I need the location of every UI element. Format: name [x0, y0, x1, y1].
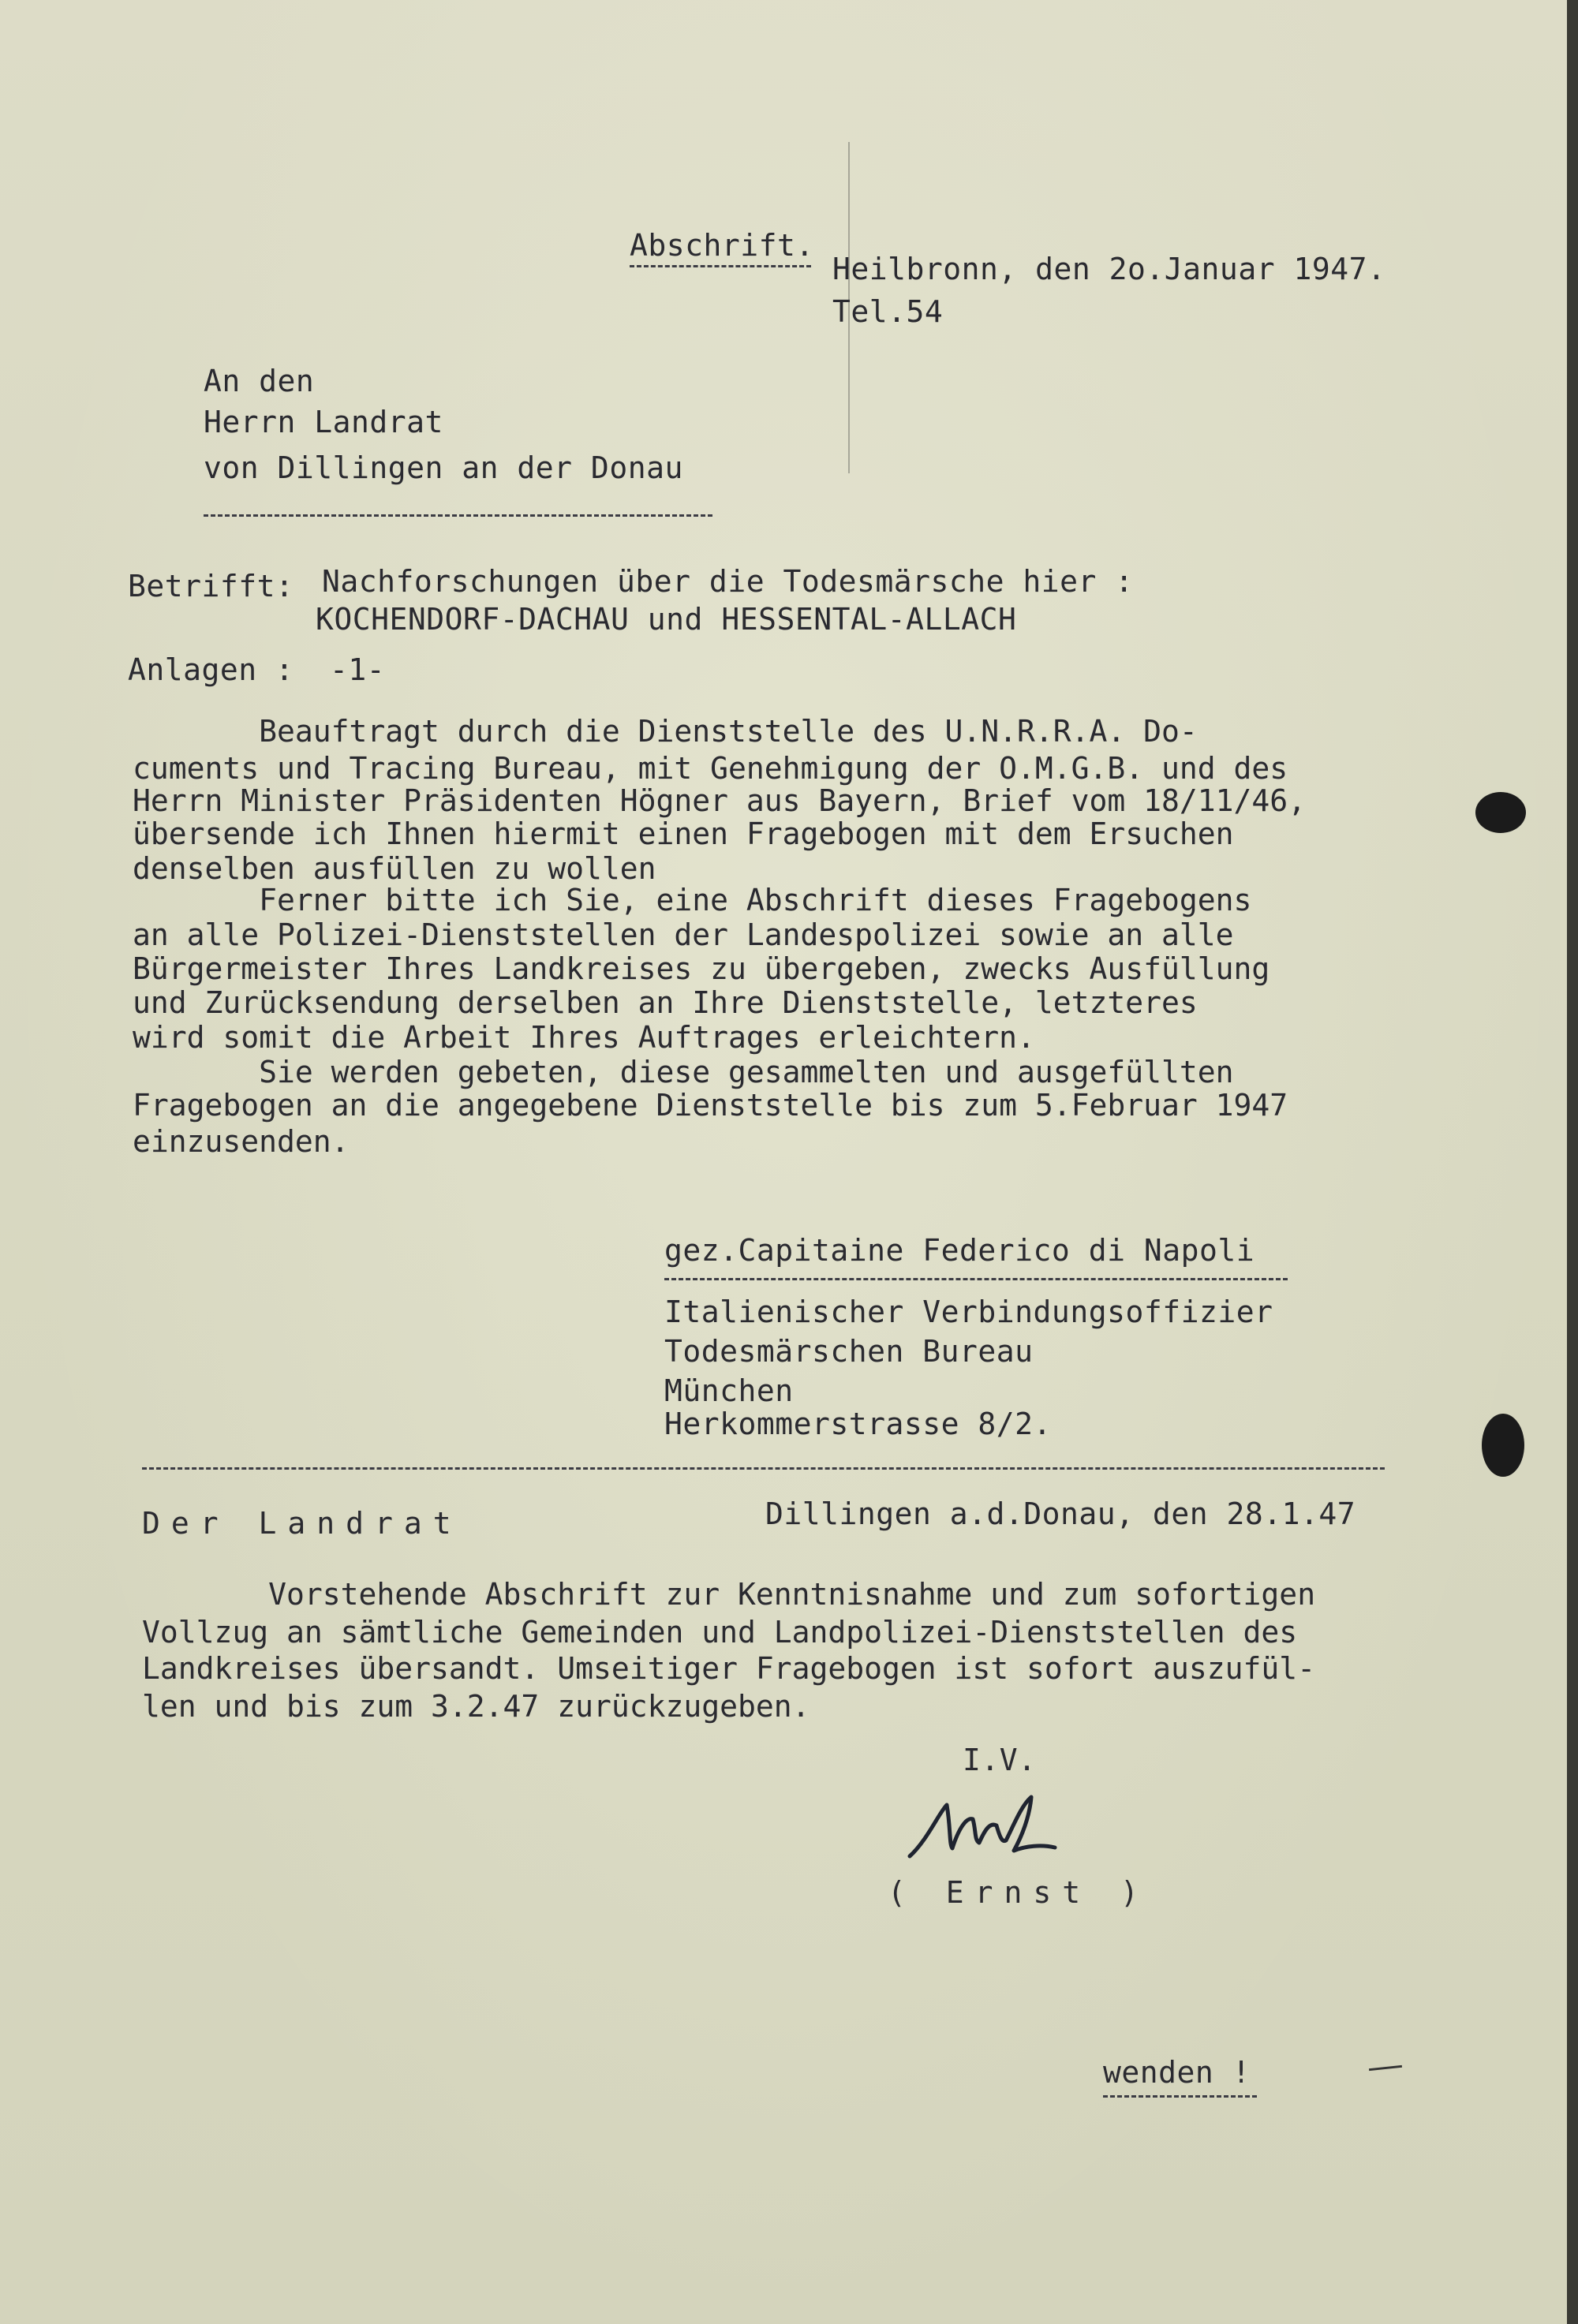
body-line-8: Bürgermeister Ihres Landkreises zu übergeben, zwecks Ausfüllung: [133, 951, 1270, 986]
body-line-9: und Zurücksendung derselben an Ihre Dienststelle, letzteres: [133, 985, 1198, 1020]
signer-name: ( Ernst ): [888, 1875, 1150, 1910]
landrat-line-1: Vorstehende Abschrift zur Kenntnisnahme und zum sofortigen: [142, 1577, 1316, 1612]
body-line-6: Ferner bitte ich Sie, eine Abschrift dieses Fragebogens: [133, 883, 1252, 917]
body-line-5: denselben ausfüllen zu wollen: [133, 851, 656, 886]
copy-underline: [630, 265, 811, 267]
body-line-4: übersende ich Ihnen hiermit einen Fragebogen mit dem Ersuchen: [133, 816, 1234, 851]
body-line-2: cuments und Tracing Bureau, mit Genehmigung der O.M.G.B. und des: [133, 751, 1288, 786]
subject-line-2: KOCHENDORF-DACHAU und HESSENTAL-ALLACH: [316, 602, 1017, 637]
iv-label: I.V.: [963, 1743, 1037, 1777]
landrat-place-date: Dillingen a.d.Donau, den 28.1.47: [765, 1496, 1356, 1531]
body-line-3: Herrn Minister Präsidenten Högner aus Bayern, Brief vom 18/11/46,: [133, 783, 1307, 818]
officer-street: Herkommerstrasse 8/2.: [664, 1407, 1052, 1441]
body-line-7: an alle Polizei-Dienststellen der Landespolizei sowie an alle: [133, 917, 1234, 952]
attachments-label: Anlagen :: [128, 652, 294, 687]
recipient-line-1: An den: [204, 364, 315, 398]
place-date: Heilbronn, den 2o.Januar 1947.: [832, 252, 1386, 286]
recipient-line-3: von Dillingen an der Donau: [204, 450, 683, 485]
body-line-13: einzusenden.: [133, 1124, 350, 1159]
attachments-value: -1-: [330, 652, 386, 687]
turn-underline: [1103, 2095, 1257, 2098]
telephone: Tel.54: [832, 294, 944, 329]
signed-by: gez.Capitaine Federico di Napoli: [664, 1233, 1255, 1268]
body-line-10: wird somit die Arbeit Ihres Auftrages erleichtern.: [133, 1020, 1035, 1055]
landrat-line-3: Landkreises übersandt. Umseitiger Fragebogen ist sofort auszufül-: [142, 1651, 1316, 1686]
landrat-line-4: len und bis zum 3.2.47 zurückzugeben.: [142, 1689, 810, 1724]
landrat-line-2: Vollzug an sämtliche Gemeinden und Landpolizei-Dienststellen des: [142, 1615, 1298, 1650]
landrat-heading: Der Landrat: [142, 1506, 462, 1541]
subject-line-1: Nachforschungen über die Todesmärsche hier :: [322, 564, 1134, 599]
fold-line: [848, 142, 850, 473]
ink-blot-1: [1475, 792, 1526, 833]
recipient-underline: [204, 514, 712, 517]
body-line-12: Fragebogen an die angegebene Dienststelle bis zum 5.Februar 1947: [133, 1088, 1288, 1123]
body-line-11: Sie werden gebeten, diese gesammelten und ausgefüllten: [133, 1055, 1234, 1089]
officer-city: München: [664, 1373, 794, 1408]
recipient-line-2: Herrn Landrat: [204, 405, 443, 439]
section-separator: [142, 1467, 1385, 1470]
dash-mark: [1369, 2065, 1402, 2071]
body-line-1: Beauftragt durch die Dienststelle des U.N.R.R.A. Do-: [133, 714, 1198, 749]
turn-over-note: wenden !: [1103, 2055, 1251, 2090]
copy-label: Abschrift.: [630, 228, 814, 263]
signed-underline: [664, 1278, 1288, 1280]
officer-title-2: Todesmärschen Bureau: [664, 1334, 1034, 1369]
subject-label: Betrifft:: [128, 569, 294, 603]
ink-blot-2: [1482, 1414, 1524, 1477]
officer-title-1: Italienischer Verbindungsoffizier: [664, 1295, 1273, 1329]
handwritten-signature: [903, 1781, 1061, 1868]
